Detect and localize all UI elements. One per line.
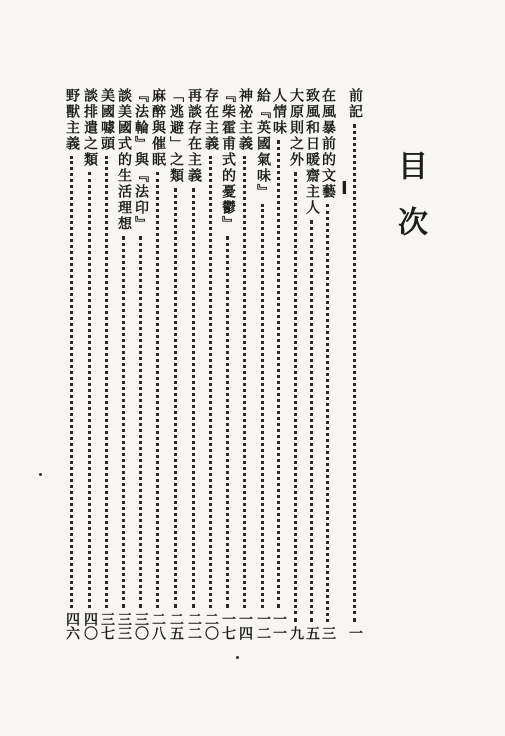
toc-entry-title: 給『英國氣味』 [255, 88, 271, 200]
toc-entry [347, 88, 363, 640]
toc-entry-title: 存在主義 [203, 88, 219, 152]
toc-entry-page: 三三 [116, 612, 132, 640]
toc-entry-title: 前記 [347, 88, 363, 120]
toc-leader-dots [353, 124, 359, 622]
toc-leader-dots [70, 156, 76, 608]
toc-leader-dots [122, 236, 128, 608]
toc-entry-page: 三七 [99, 612, 115, 640]
toc-entry [186, 88, 202, 640]
toc-leader-dots [294, 172, 300, 622]
toc-entry-title: 談排遣之類 [82, 88, 98, 168]
toc-entry-title: 美國噱頭 [99, 88, 115, 152]
page-title: 目次 [392, 150, 427, 262]
toc-entry-title: 在風暴前的文藝 [320, 88, 336, 200]
toc-leader-dots [261, 204, 267, 608]
toc-entry-page: 四六 [64, 612, 80, 640]
toc-entry-page: 二八 [150, 612, 166, 640]
toc-entry-page: 四〇 [82, 612, 98, 640]
toc-entry [64, 88, 80, 640]
toc-entry-title: 野獸主義 [64, 88, 80, 152]
toc-entry [133, 88, 149, 640]
toc-entry [203, 88, 219, 640]
toc-leader-dots [277, 140, 283, 608]
toc-entry-page: 二五 [168, 612, 184, 640]
toc-entry-page: 一二 [255, 612, 271, 640]
toc-entry [288, 88, 304, 640]
toc-entry-page: 一 [347, 626, 363, 640]
toc-entry-title: 談美國式的生活理想 [116, 88, 132, 232]
toc-entry [271, 88, 287, 640]
toc-leader-dots [88, 172, 94, 608]
toc-entry-title: 致風和日暖齋主人 [304, 88, 320, 216]
toc-entry [99, 88, 115, 640]
toc-entry-page: 五 [304, 626, 320, 640]
toc-leader-dots [156, 172, 162, 608]
toc-entry [237, 88, 253, 640]
toc-entry-title: 神祕主義 [237, 88, 253, 152]
toc-entry [116, 88, 132, 640]
toc-entry-title: 再談存在主義 [186, 88, 202, 184]
toc-entry-title: 麻醉與催眠 [150, 88, 166, 168]
toc-entry-page: 一四 [237, 612, 253, 640]
toc-leader-dots [139, 236, 145, 608]
toc-entry-page: 三〇 [133, 612, 149, 640]
toc-leader-dots [209, 156, 215, 608]
toc-entry-page: 二〇 [203, 612, 219, 640]
toc-entry [304, 88, 320, 640]
ink-speck [39, 473, 42, 476]
toc-entry-title: 『柴霍甫式的憂鬱』 [220, 88, 236, 232]
toc-entry-title: 『法輪』與『法印』 [133, 88, 149, 232]
toc-entry [255, 88, 271, 640]
toc-leader-dots [326, 204, 332, 622]
toc-entry-page: 二二 [186, 612, 202, 640]
section-marker: I [341, 178, 348, 199]
toc-entry-title: 「逃避」之類 [168, 88, 184, 184]
toc-leader-dots [310, 220, 316, 622]
toc-leader-dots [226, 236, 232, 608]
toc-entry-title: 大原則之外 [288, 88, 304, 168]
toc-entry-page: 一一 [271, 612, 287, 640]
toc-entry [220, 88, 236, 640]
ink-speck [236, 656, 239, 659]
toc-entry [82, 88, 98, 640]
toc-entry-page: 九 [288, 626, 304, 640]
toc-entry [150, 88, 166, 640]
toc-entry [320, 88, 336, 640]
toc-entry [168, 88, 184, 640]
toc-entry-page: 一七 [220, 612, 236, 640]
toc-leader-dots [174, 188, 180, 608]
toc-entry-title: 人情味 [271, 88, 287, 136]
toc-leader-dots [105, 156, 111, 608]
toc-leader-dots [192, 188, 198, 608]
toc-leader-dots [243, 156, 249, 608]
toc-entry-page: 三 [320, 626, 336, 640]
